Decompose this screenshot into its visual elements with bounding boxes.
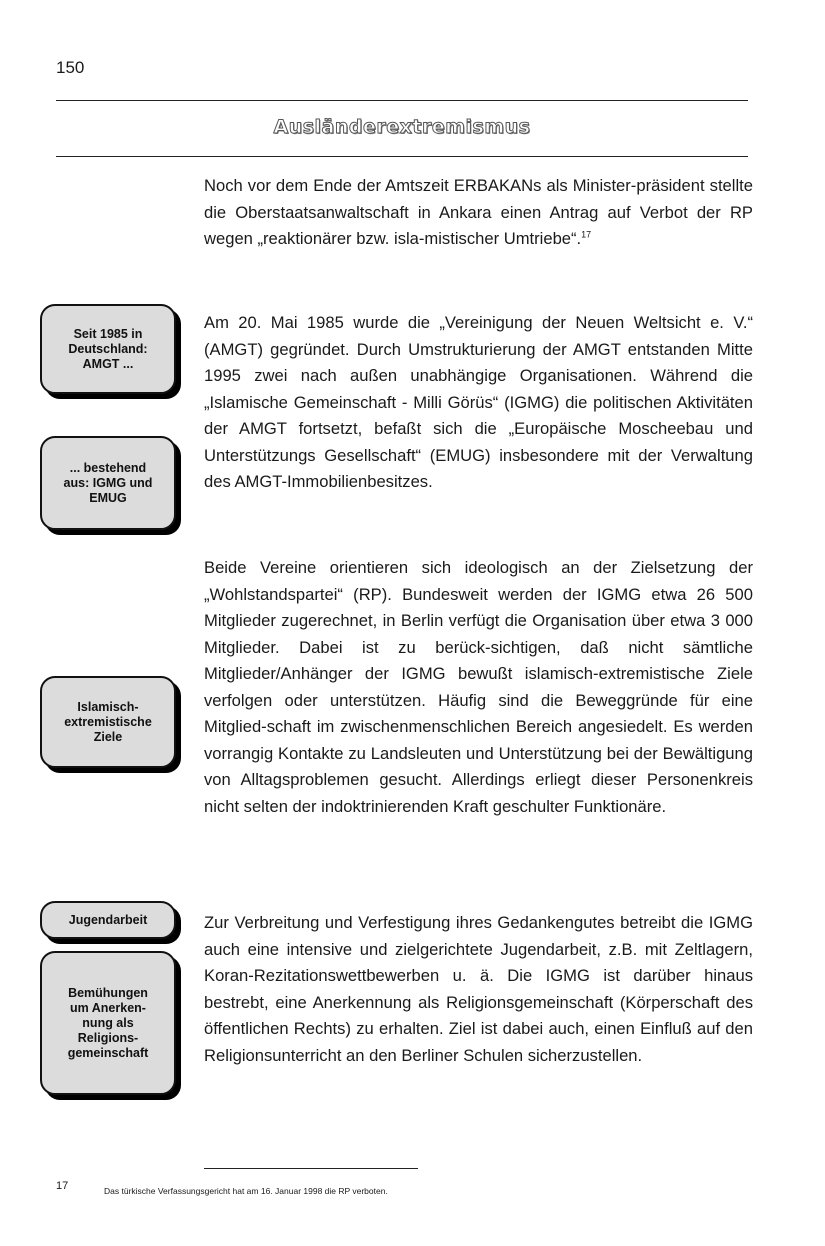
margin-note-anerkennung [40,951,176,1095]
footnote-number: 17 [56,1180,69,1192]
footnote-reference: 17 [581,229,592,240]
header-rule-top [56,100,748,101]
header-rule-bottom [56,156,748,157]
margin-note-line: extremistische [64,714,152,729]
margin-note-line: Religions- [77,1030,139,1045]
paragraph-4: Zur Verbreitung und Verfestigung ihres Gedankengutes betreibt die IGMG auch eine intensive und zielgerichtete Jugendarbeit, z.B. mit Zeltlagern, Koran-Rezitationswettbewerben u. ä. Die IGMG ist darüber hinaus bestrebt, eine Anerkennung als Religionsgemeinschaft (Körperschaft des öffentlichen Rechts) zu erhalten. Ziel ist dabei auch, einen Einfluß auf den Religionsunterricht an den Berliner Schulen sicherzustellen. [204,913,753,1065]
paragraph-1 [204,173,753,253]
margin-note-jugendarbeit [40,901,176,939]
margin-note-igmg-emug [40,436,176,530]
margin-note-ziele [40,676,176,768]
margin-note-line: EMUG [89,490,127,505]
margin-note-line: AMGT ... [82,356,134,371]
margin-note-line: Deutschland: [68,341,148,356]
margin-note-line: Islamisch- [77,699,139,714]
paragraph-3: Beide Vereine orientieren sich ideologisch an der Zielsetzung der „Wohlstandspartei“ (RP). Bundesweit werden der IGMG etwa 26 500 Mitglieder zugerechnet, in Berlin verfügt die Organisation über etwa 3 000 Mitglieder. Dabei ist zu berück-sichtigen, daß nicht sämtliche Mitglieder/Anhänger der IGMG bewußt islamisch-extremistische Ziele verfolgen oder unterstützen. Häufig sind die Beweggründe für eine Mitglied-schaft im zwischenmenschlichen Bereich angesiedelt. Es werden vorrangig Kontakte zu Landsleuten und Unterstützung bei der Bewältigung von Alltagsproblemen gesucht. Allerdings erliegt dieser Personenkreis nicht selten der indoktrinierenden Kraft geschulter Funktionäre. [204,558,753,816]
chapter-title: Ausländerextremismus [273,116,531,138]
margin-note-line: Ziele [93,729,123,744]
margin-note-line: Seit 1985 in [73,326,143,341]
footnote-rule [204,1168,418,1169]
margin-note-line: um Anerken- [70,1000,146,1015]
margin-note-line: ... bestehend [69,460,147,475]
margin-note-line: Jugendarbeit [68,912,148,927]
margin-note-amgt [40,304,176,394]
margin-note-line: gemeinschaft [67,1045,149,1060]
footnote-text: Das türkische Verfassungsgericht hat am 16. Januar 1998 die RP verboten. [104,1186,388,1196]
paragraph-2: Am 20. Mai 1985 wurde die „Vereinigung der Neuen Weltsicht e. V.“ (AMGT) gegründet. Durch Umstrukturierung der AMGT entstanden Mitte 1995 zwei nach außen unabhängige Organisationen. Während die „Islamische Gemeinschaft - Milli Görüs“ (IGMG) die politischen Aktivitäten der AMGT fortsetzt, befaßt sich die „Europäische Moscheebau und Unterstützungs Gesellschaft“ (EMUG) insbesondere mit der Verwaltung des AMGT-Immobilienbesitzes. [204,313,753,491]
margin-note-line: nung als [82,1015,134,1030]
page-number: 150 [56,58,85,77]
margin-note-line: aus: IGMG und [63,475,153,490]
paragraph-1-text: Noch vor dem Ende der Amtszeit ERBAKANs als Minister-präsident stellte die Oberstaatsanwaltschaft in Ankara einen Antrag auf Verbot der RP wegen „reaktionärer bzw. isla-mistischer Umtriebe“. [204,176,753,248]
margin-note-line: Bemühungen [68,985,148,1000]
